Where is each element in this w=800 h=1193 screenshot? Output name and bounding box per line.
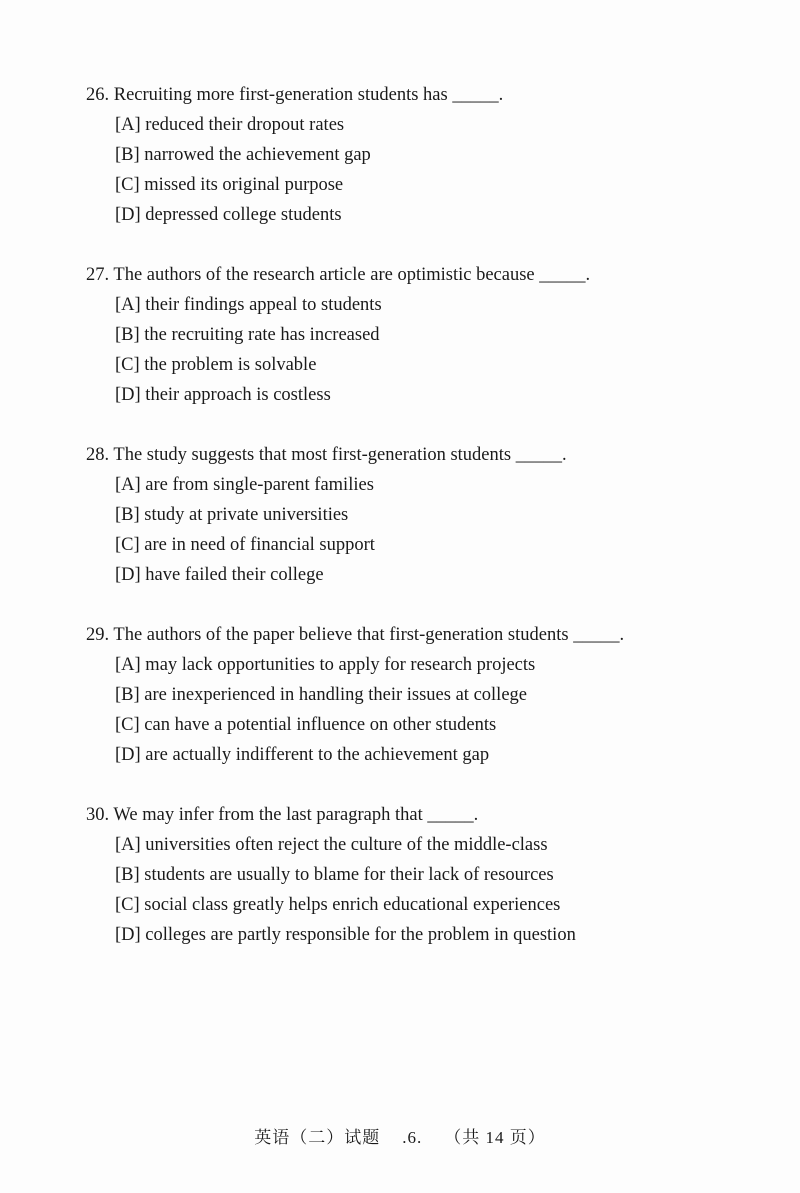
page-footer: [0, 1123, 800, 1148]
option-a: [A] may lack opportunities to apply for research projects: [115, 655, 536, 675]
option-a: [A] their findings appeal to students: [115, 295, 382, 315]
question-27: [86, 260, 766, 410]
option-a: [A] are from single-parent families: [115, 475, 374, 495]
total-pages: （共 14 页）: [444, 1128, 546, 1147]
option-list: [86, 110, 766, 230]
option-c: [C] missed its original purpose: [115, 175, 344, 195]
option-list: [86, 830, 766, 950]
option-d: [D] their approach is costless: [115, 385, 331, 405]
question-list: [86, 80, 766, 980]
option-c: [C] are in need of financial support: [115, 535, 375, 555]
footer-subject: 英语（二）试题: [254, 1128, 381, 1147]
option-d: [D] colleges are partly responsible for the problem in question: [115, 925, 576, 945]
question-stem: 26. Recruiting more first-generation students has _____.: [86, 85, 504, 105]
option-c: [C] the problem is solvable: [115, 355, 317, 375]
option-c: [C] can have a potential influence on other students: [115, 715, 497, 735]
question-stem: 27. The authors of the research article are optimistic because _____.: [86, 265, 591, 285]
option-b: [B] students are usually to blame for their lack of resources: [115, 865, 554, 885]
question-29: [86, 620, 766, 770]
question-26: [86, 80, 766, 230]
question-28: [86, 440, 766, 590]
question-stem: 28. The study suggests that most first-generation students _____.: [86, 445, 567, 465]
question-stem: 29. The authors of the paper believe that first-generation students _____.: [86, 625, 625, 645]
option-d: [D] depressed college students: [115, 205, 342, 225]
question-stem: 30. We may infer from the last paragraph that _____.: [86, 805, 479, 825]
question-30: [86, 800, 766, 950]
option-d: [D] have failed their college: [115, 565, 324, 585]
option-list: [86, 470, 766, 590]
option-list: [86, 290, 766, 410]
option-b: [B] are inexperienced in handling their issues at college: [115, 685, 527, 705]
option-b: [B] study at private universities: [115, 505, 349, 525]
option-b: [B] narrowed the achievement gap: [115, 145, 371, 165]
option-a: [A] reduced their dropout rates: [115, 115, 345, 135]
option-list: [86, 650, 766, 770]
option-b: [B] the recruiting rate has increased: [115, 325, 380, 345]
option-a: [A] universities often reject the culture of the middle-class: [115, 835, 548, 855]
option-c: [C] social class greatly helps enrich educational experiences: [115, 895, 561, 915]
option-d: [D] are actually indifferent to the achievement gap: [115, 745, 490, 765]
page-number: .6.: [402, 1128, 423, 1147]
